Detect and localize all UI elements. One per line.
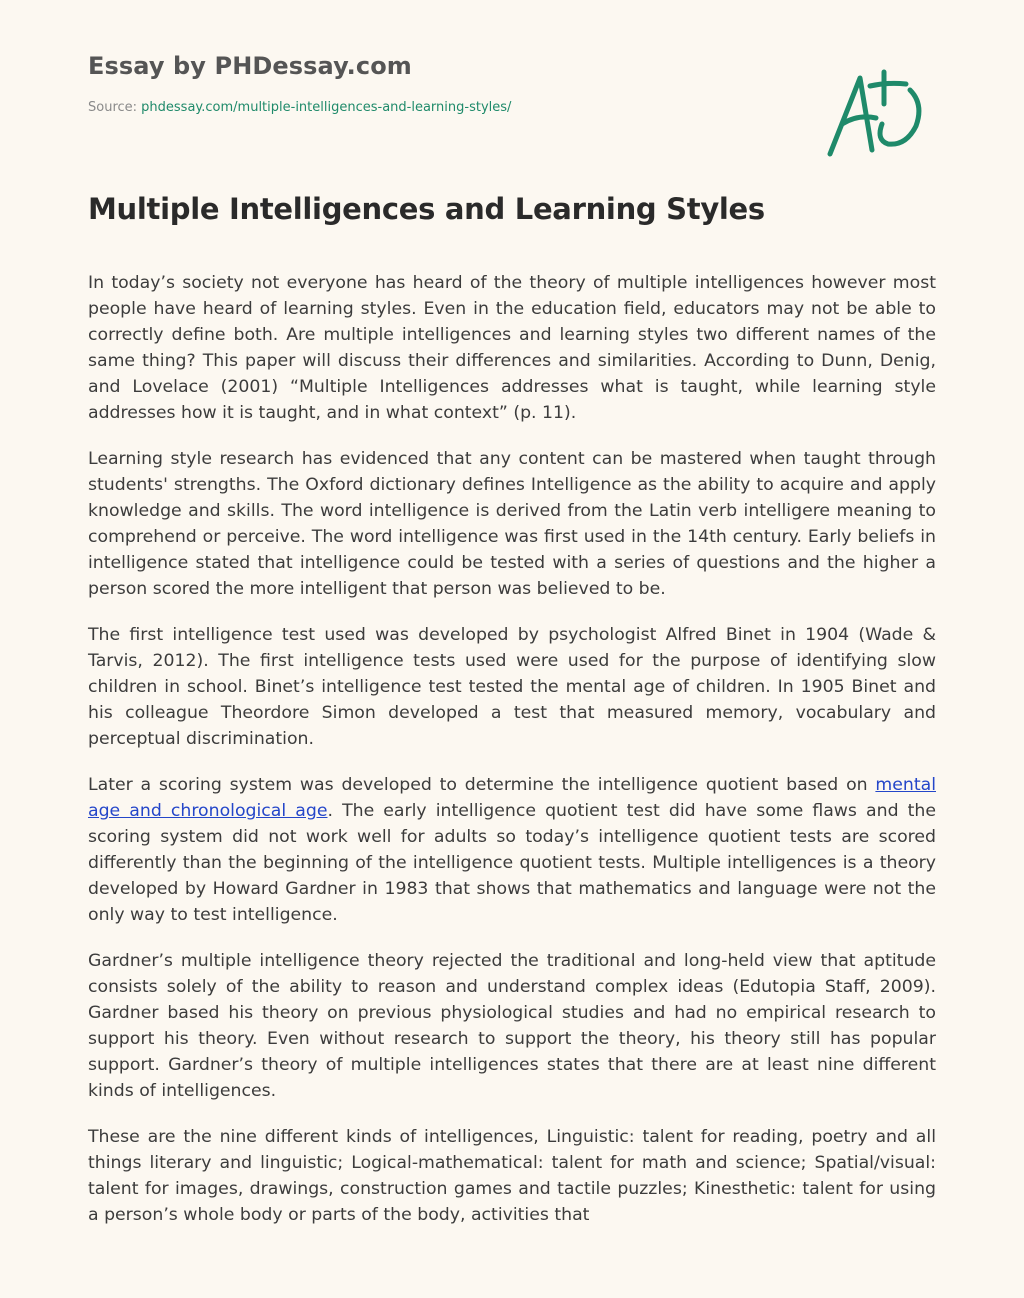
page-header [88,52,936,115]
paragraph-1: In today’s society not everyone has heard of the theory of multiple intelligences however most people have heard of learning styles. Even in the education field, educators may not be able to correctly define both. Are multiple intelligences and learning styles two different names of the same thing? This paper will discuss their differences and similarities. According to Dunn, Denig, and Lovelace (2001) “Multiple Intelligences addresses what is taught, while learning style addresses how it is taught, and in what context” (p. 11). [88,273,936,423]
paragraph-4-text-b: . The early intelligence quotient test did have some flaws and the scoring system did not work well for adults so today’s intelligence quotient tests are scored differently than the beginning of the intelligence quotient tests. Multiple intelligences is a theory developed by Howard Gardner in 1983 that shows that mathematics and language were not the only way to test intelligence. [88,801,936,925]
paragraph-2: Learning style research has evidenced that any content can be mastered when taught through students' strengths. The Oxford dictionary defines Intelligence as the ability to acquire and apply knowledge and skills. The word intelligence is derived from the Latin verb intelligere meaning to comprehend or perceive. The word intelligence was first used in the 14th century. Early beliefs in intelligence stated that intelligence could be tested with a series of questions and the higher a person scored the more intelligent that person was believed to be. [88,449,936,599]
source-line [88,100,936,115]
paragraph-6: These are the nine different kinds of intelligences, Linguistic: talent for reading, poetry and all things literary and linguistic; Logical-mathematical: talent for math and science; Spatial/visual: talent for images, drawings, construction games and tactile puzzles; Kinesthetic: talent for using a person’s whole body or parts of the body, activities that [88,1127,936,1225]
essay-body [88,270,936,1248]
a-plus-logo-icon [822,64,930,160]
site-brand: Essay by PHDessay.com [88,52,412,80]
source-label: Source: [88,100,142,115]
paragraph-3: The first intelligence test used was developed by psychologist Alfred Binet in 1904 (Wade & Tarvis, 2012). The first intelligence tests used were used for the purpose of identifying slow children in school. Binet’s intelligence test tested the mental age of children. In 1905 Binet and his colleague Theordore Simon developed a test that measured memory, vocabulary and perceptual discrimination. [88,625,936,749]
source-link[interactable]: phdessay.com/multiple-intelligences-and-learning-styles/ [141,100,512,115]
essay-title: Multiple Intelligences and Learning Styles [88,192,765,226]
mental-age-link[interactable]: mental age and chronological age [88,775,936,821]
paragraph-5: Gardner’s multiple intelligence theory rejected the traditional and long-held view that aptitude consists solely of the ability to reason and understand complex ideas (Edutopia Staff, 2009). Gardner based his theory on previous physiological studies and had no empirical research to support his theory. Even without research to support the theory, his theory still has popular support. Gardner’s theory of multiple intelligences states that there are at least nine different kinds of intelligences. [88,951,936,1101]
paragraph-4 [88,772,936,928]
paragraph-4-text-a: Later a scoring system was developed to determine the intelligence quotient based on [88,775,876,795]
